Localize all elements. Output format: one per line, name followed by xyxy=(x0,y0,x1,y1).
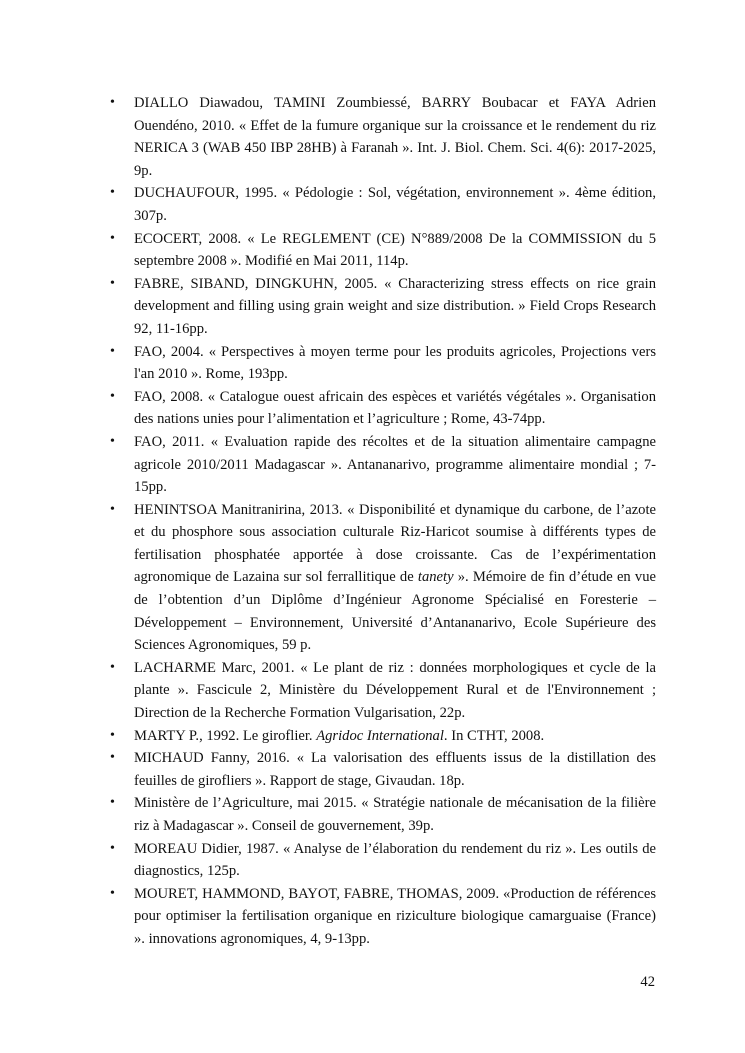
bullet-icon: • xyxy=(110,659,115,675)
reference-item xyxy=(110,725,656,748)
reference-item xyxy=(110,228,656,273)
bullet-icon: • xyxy=(110,840,115,856)
bullet-icon: • xyxy=(110,343,115,359)
reference-text: ECOCERT, 2008. « Le REGLEMENT (CE) N°889/2008 De la COMMISSION du 5 septembre 2008 ». Modifié en Mai 2011, 114p. xyxy=(134,230,656,270)
page-number: 42 xyxy=(640,974,655,990)
reference-item xyxy=(110,747,656,792)
bullet-icon: • xyxy=(110,750,115,766)
bullet-icon: • xyxy=(110,501,115,517)
reference-text: MICHAUD Fanny, 2016. « La valorisation des effluents issus de la distillation des feuilles de girofliers ». Rapport de stage, Givaudan. 18p. xyxy=(134,750,656,789)
reference-text: FABRE, SIBAND, DINGKUHN, 2005. « Characterizing stress effects on rice grain development and filling using grain weight and size distribution. » Field Crops Research 92, 11-16pp. xyxy=(134,275,656,337)
reference-text: DUCHAUFOUR, 1995. « Pédologie : Sol, végétation, environnement ». 4ème édition, 307p. xyxy=(134,185,656,224)
reference-item xyxy=(110,341,656,386)
reference-text: Ministère de l’Agriculture, mai 2015. « Stratégie nationale de mécanisation de la filière riz à Madagascar ». Conseil de gouvernement, 39p. xyxy=(134,795,656,834)
reference-text: LACHARME Marc, 2001. « Le plant de riz : données morphologiques et cycle de la plante ». Fascicule 2, Ministère du Développement Rural et de l'Environnement ; Direction de la Recherche Formation Vulgarisation, 22p. xyxy=(134,659,656,722)
reference-text-after: ». Mémoire de fin d’étude en vue de l’obtention d’un Diplôme d’Ingénieur Agronome Spécialisé en Foresterie – Développement – Environnement, Université d’Antananarivo, Ecole Supérieure des Sciences Agronomiques, 59 p. xyxy=(134,569,656,654)
bullet-icon: • xyxy=(110,95,115,110)
reference-item xyxy=(110,792,656,837)
reference-text-before: MARTY P., 1992. Le giroflier. xyxy=(134,727,317,744)
reference-item xyxy=(110,838,656,883)
reference-text-italic: tanety xyxy=(417,569,454,586)
bullet-icon: • xyxy=(110,388,115,404)
bullet-icon: • xyxy=(110,795,115,811)
reference-item xyxy=(110,883,656,951)
reference-text-after: . In CTHT, 2008. xyxy=(443,727,545,744)
reference-text: MOURET, HAMMOND, BAYOT, FABRE, THOMAS, 2009. «Production de références pour optimiser la fertilisation organique en riziculture biologique camarguaise (France) ». innovations agronomiques, 4, 9-13pp. xyxy=(134,885,656,947)
bullet-icon: • xyxy=(110,185,115,201)
reference-text-italic: Agridoc International xyxy=(316,727,444,744)
reference-text: DIALLO Diawadou, TAMINI Zoumbiessé, BARRY Boubacar et FAYA Adrien Ouendéno, 2010. « Effet de la fumure organique sur la croissance et le rendement du riz NERICA 3 (WAB 450 IBP 28HB) à Faranah ». Int. J. Biol. Chem. Sci. 4(6): 2017-2025, 9p. xyxy=(134,95,656,179)
reference-text: FAO, 2008. « Catalogue ouest africain des espèces et variétés végétales ». Organisation des nations unies pour l’alimentation et l’agriculture ; Rome, 43-74pp. xyxy=(134,388,656,428)
reference-item xyxy=(110,182,656,227)
bullet-icon: • xyxy=(110,433,115,449)
reference-item xyxy=(110,92,656,182)
bullet-icon: • xyxy=(110,885,115,901)
reference-item xyxy=(110,273,656,341)
bullet-icon: • xyxy=(110,275,115,291)
reference-item xyxy=(110,657,656,725)
bullet-icon: • xyxy=(110,727,115,743)
reference-item xyxy=(110,431,656,499)
reference-text: FAO, 2011. « Evaluation rapide des récoltes et de la situation alimentaire campagne agricole 2010/2011 Madagascar ». Antananarivo, programme alimentaire mondial ; 7-15pp. xyxy=(134,433,656,496)
reference-text-before: HENINTSOA Manitranirina, 2013. « Disponibilité et dynamique du carbone, de l’azote et du phosphore sous association culturale Riz-Haricot soumise à différents types de fertilisation phosphatée apportée à dose croissante. Cas de l’expérimentation agronomique de Lazaina sur sol ferrallitique de xyxy=(134,501,656,586)
reference-item xyxy=(110,499,656,657)
reference-item xyxy=(110,386,656,431)
reference-text: FAO, 2004. « Perspectives à moyen terme pour les produits agricoles, Projections vers l'an 2010 ». Rome, 193pp. xyxy=(134,343,656,383)
bullet-icon: • xyxy=(110,230,115,246)
reference-text: MOREAU Didier, 1987. « Analyse de l’élaboration du rendement du riz ». Les outils de diagnostics, 125p. xyxy=(134,840,656,880)
reference-list xyxy=(110,92,656,951)
